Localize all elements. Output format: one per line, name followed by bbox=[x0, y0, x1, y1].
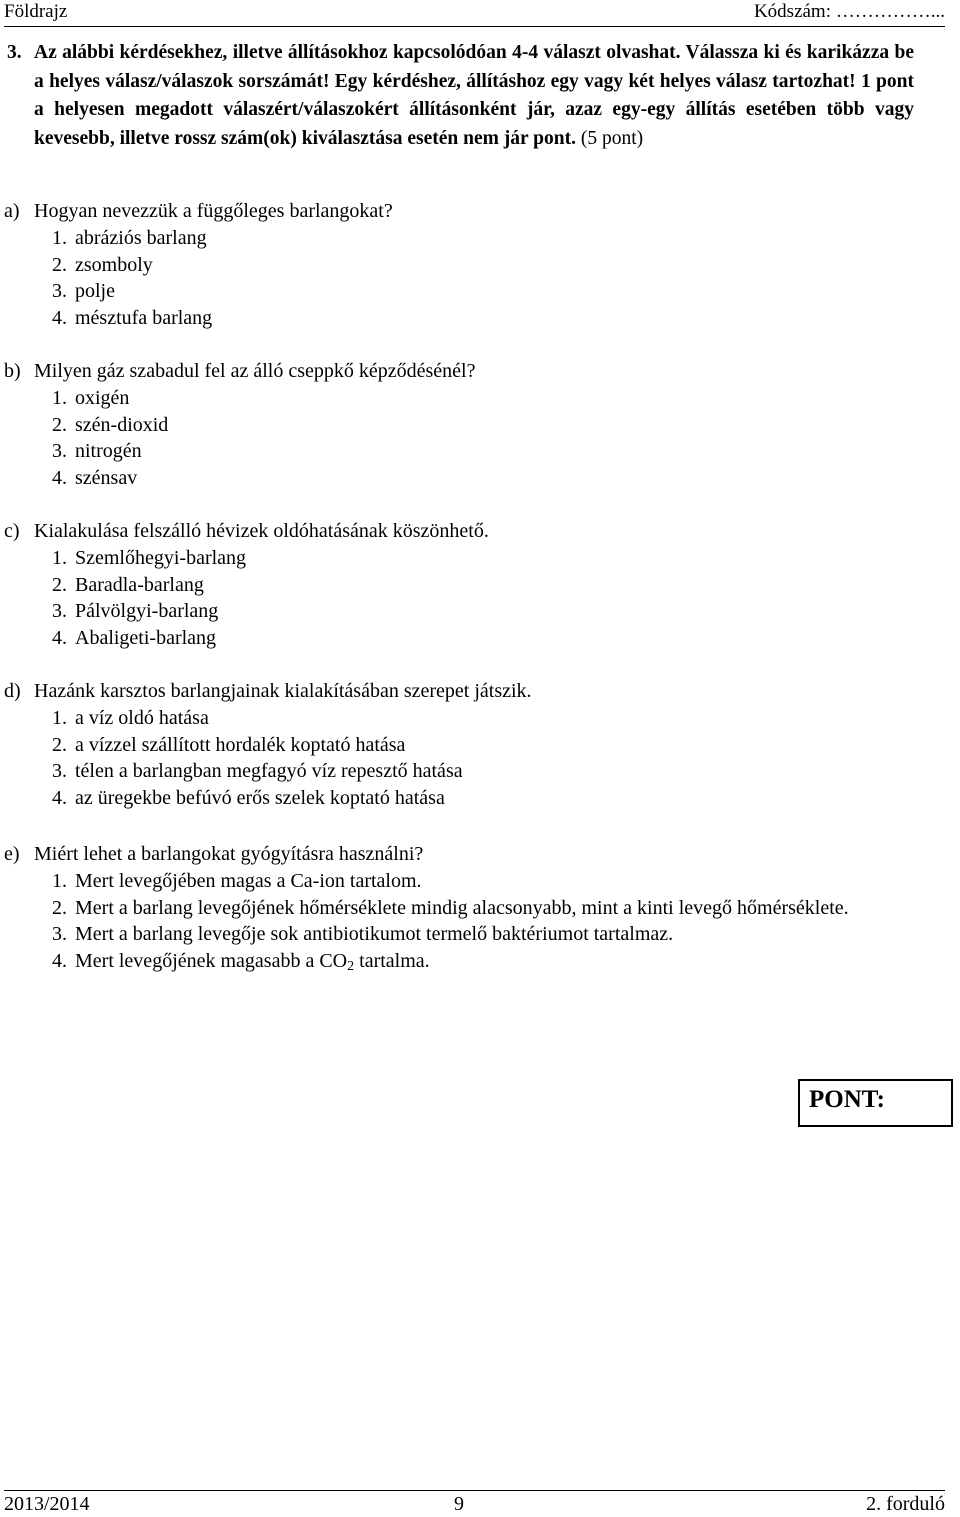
question-letter: a) bbox=[4, 200, 20, 222]
answer-option[interactable]: 3. nitrogén bbox=[52, 440, 142, 463]
answer-text: Szemlőhegyi-barlang bbox=[75, 546, 247, 569]
answer-option[interactable]: 1. Mert levegőjében magas a Ca-ion tartalom. bbox=[52, 869, 422, 892]
footer-round: 2. forduló bbox=[866, 1493, 945, 1515]
question-prompt: Milyen gáz szabadul fel az álló cseppkő képződésénél? bbox=[34, 360, 476, 382]
answer-text: oxigén bbox=[75, 386, 130, 409]
question-prompt: Miért lehet a barlangokat gyógyításra használni? bbox=[34, 843, 424, 865]
answer-option[interactable]: 3. Pálvölgyi-barlang bbox=[52, 600, 219, 623]
answer-option[interactable]: 1. abráziós barlang bbox=[52, 226, 207, 249]
answer-option[interactable]: 4. Abaligeti-barlang bbox=[52, 627, 217, 650]
question-e bbox=[4, 841, 894, 981]
score-label: PONT: bbox=[809, 1086, 885, 1113]
answer-text: a vízzel szállított hordalék koptató hatása bbox=[75, 733, 406, 756]
answer-text: a víz oldó hatása bbox=[75, 706, 209, 729]
answer-option[interactable]: 4. mésztufa barlang bbox=[52, 307, 213, 330]
answer-option[interactable]: 2. szén-dioxid bbox=[52, 413, 169, 436]
question-prompt: Hazánk karsztos barlangjainak kialakításában szerepet játszik. bbox=[34, 680, 532, 702]
answer-text: polje bbox=[75, 280, 115, 303]
answer-text: Mert a barlang levegőjének hőmérséklete mindig alacsonyabb, mint a kinti levegő hőmérséklete. bbox=[75, 896, 849, 919]
answer-text: abráziós barlang bbox=[75, 226, 207, 249]
answer-text: Mert levegőjében magas a Ca-ion tartalom. bbox=[75, 869, 422, 892]
answer-option[interactable]: 3. polje bbox=[52, 280, 115, 303]
footer-year: 2013/2014 bbox=[4, 1493, 90, 1515]
question-b bbox=[4, 358, 894, 492]
page-footer bbox=[4, 1490, 945, 1513]
answer-option[interactable]: 2. a vízzel szállított hordalék koptató hatása bbox=[52, 733, 406, 756]
question-d bbox=[4, 678, 894, 812]
answer-option[interactable]: 3. Mert a barlang levegője sok antibiotikumot termelő baktériumot tartalmaz. bbox=[52, 923, 674, 946]
answer-text: télen a barlangban megfagyó víz repesztő hatása bbox=[75, 760, 463, 783]
question-letter: e) bbox=[4, 843, 20, 865]
question-a bbox=[4, 198, 894, 332]
page-header bbox=[4, 0, 945, 27]
answer-text: az üregekbe befúvó erős szelek koptató hatása bbox=[75, 787, 445, 810]
answer-option[interactable]: 4. az üregekbe befúvó erős szelek koptató hatása bbox=[52, 787, 445, 810]
question-letter: d) bbox=[4, 680, 21, 702]
answer-option[interactable]: 1. Szemlőhegyi-barlang bbox=[52, 546, 247, 569]
answer-text: szén-dioxid bbox=[75, 413, 169, 436]
answer-text: Baradla-barlang bbox=[75, 573, 204, 596]
answer-text: szénsav bbox=[75, 467, 138, 490]
answer-text: nitrogén bbox=[75, 440, 142, 463]
code-label: Kódszám: ……………... bbox=[753, 1, 945, 22]
instructions-text: Az alábbi kérdésekhez, illetve állításokhoz kapcsolódóan 4-4 választ olvashat. Válassza ki és karikázza be a helyes válasz/válaszok sorszámát! Egy kérdéshez, állításhoz egy vagy két helyes válasz tartozhat! 1 pont a helyesen megadott válaszért/válaszokért állításonként jár, azaz egy-egy állítás esetében több vagy kevesebb, illetve rossz szám(ok) kiválasztása esetén nem jár pont. bbox=[34, 42, 914, 149]
answer-text: Mert levegőjének magasabb a $CO_2$ tartalma. bbox=[75, 950, 430, 975]
answer-text: Abaligeti-barlang bbox=[75, 627, 217, 650]
answer-option[interactable]: 4. Mert levegőjének magasabb a $CO_2$ tartalma. bbox=[52, 950, 430, 975]
answer-option[interactable]: 1. a víz oldó hatása bbox=[52, 706, 209, 729]
answer-text: zsomboly bbox=[75, 253, 153, 276]
answer-option[interactable]: 1. oxigén bbox=[52, 386, 130, 409]
answer-option[interactable]: 2. Baradla-barlang bbox=[52, 573, 204, 596]
question-letter: c) bbox=[4, 520, 20, 542]
answer-option[interactable]: 2. Mert a barlang levegőjének hőmérséklete mindig alacsonyabb, mint a kinti levegő hőmérséklete. bbox=[52, 896, 849, 919]
subscript-2: 2 bbox=[347, 959, 355, 975]
answer-option[interactable]: 4. szénsav bbox=[52, 467, 138, 490]
question-prompt: Kialakulása felszálló hévizek oldóhatásának köszönhető. bbox=[34, 520, 489, 542]
task-instructions bbox=[7, 39, 914, 153]
task-points: (5 pont) bbox=[580, 127, 644, 149]
question-prompt: Hogyan nevezzük a függőleges barlangokat? bbox=[34, 200, 393, 222]
question-c bbox=[4, 518, 894, 652]
answer-text: Mert a barlang levegője sok antibiotikumot termelő baktériumot tartalmaz. bbox=[75, 923, 674, 946]
task-number: 3. bbox=[7, 42, 22, 63]
subject-label: Földrajz bbox=[4, 1, 68, 22]
answer-text: mésztufa barlang bbox=[75, 307, 213, 330]
question-letter: b) bbox=[4, 360, 21, 382]
score-box[interactable] bbox=[798, 1079, 953, 1127]
page-number: 9 bbox=[454, 1493, 464, 1515]
answer-text: Pálvölgyi-barlang bbox=[75, 600, 219, 623]
answer-option[interactable]: 3. télen a barlangban megfagyó víz repesztő hatása bbox=[52, 760, 463, 783]
answer-option[interactable]: 2. zsomboly bbox=[52, 253, 153, 276]
